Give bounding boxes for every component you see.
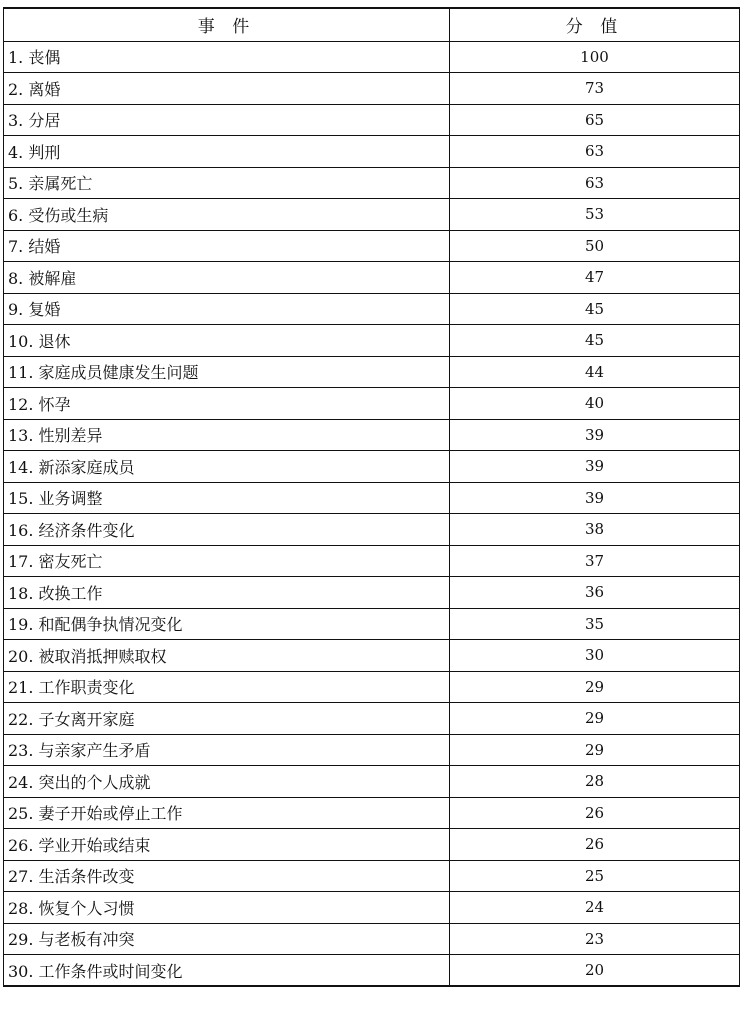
table-row (4, 388, 740, 420)
score-cell: 53 (450, 199, 740, 231)
table-row (4, 262, 740, 294)
event-cell: 18. 改换工作 (4, 577, 450, 609)
life-events-table (3, 7, 740, 987)
table-row (4, 734, 740, 766)
score-cell: 29 (450, 734, 740, 766)
table-row (4, 293, 740, 325)
table-row (4, 829, 740, 861)
score-cell: 35 (450, 608, 740, 640)
event-cell: 4. 判刑 (4, 136, 450, 168)
table-row (4, 514, 740, 546)
event-cell: 29. 与老板有冲突 (4, 923, 450, 955)
event-cell: 16. 经济条件变化 (4, 514, 450, 546)
score-cell: 44 (450, 356, 740, 388)
table-row (4, 671, 740, 703)
score-cell: 26 (450, 829, 740, 861)
score-cell: 29 (450, 671, 740, 703)
event-cell: 30. 工作条件或时间变化 (4, 955, 450, 987)
event-cell: 11. 家庭成员健康发生问题 (4, 356, 450, 388)
table-row (4, 41, 740, 73)
score-cell: 63 (450, 167, 740, 199)
event-cell: 17. 密友死亡 (4, 545, 450, 577)
score-cell: 45 (450, 293, 740, 325)
table-row (4, 199, 740, 231)
score-cell: 47 (450, 262, 740, 294)
table-row (4, 797, 740, 829)
table-row (4, 923, 740, 955)
event-cell: 7. 结婚 (4, 230, 450, 262)
event-cell: 5. 亲属死亡 (4, 167, 450, 199)
table-row (4, 451, 740, 483)
table-row (4, 577, 740, 609)
table-row (4, 608, 740, 640)
table-row (4, 356, 740, 388)
table-row (4, 73, 740, 105)
score-cell: 37 (450, 545, 740, 577)
table-row (4, 230, 740, 262)
score-cell: 30 (450, 640, 740, 672)
score-cell: 63 (450, 136, 740, 168)
event-cell: 1. 丧偶 (4, 41, 450, 73)
event-cell: 26. 学业开始或结束 (4, 829, 450, 861)
event-cell: 21. 工作职责变化 (4, 671, 450, 703)
score-cell: 45 (450, 325, 740, 357)
score-cell: 23 (450, 923, 740, 955)
event-cell: 24. 突出的个人成就 (4, 766, 450, 798)
event-cell: 6. 受伤或生病 (4, 199, 450, 231)
score-cell: 40 (450, 388, 740, 420)
score-cell: 36 (450, 577, 740, 609)
table-row (4, 167, 740, 199)
table-row (4, 545, 740, 577)
score-cell: 39 (450, 482, 740, 514)
column-header-event: 事 件 (4, 8, 450, 41)
table-row (4, 136, 740, 168)
column-header-score: 分 值 (450, 8, 740, 41)
score-cell: 39 (450, 451, 740, 483)
table-row (4, 482, 740, 514)
table-row (4, 104, 740, 136)
event-cell: 2. 离婚 (4, 73, 450, 105)
table-row (4, 640, 740, 672)
event-cell: 12. 怀孕 (4, 388, 450, 420)
score-cell: 65 (450, 104, 740, 136)
table-row (4, 860, 740, 892)
score-cell: 39 (450, 419, 740, 451)
event-cell: 15. 业务调整 (4, 482, 450, 514)
table-row (4, 955, 740, 987)
event-cell: 9. 复婚 (4, 293, 450, 325)
table-row (4, 419, 740, 451)
event-cell: 13. 性别差异 (4, 419, 450, 451)
table-row (4, 766, 740, 798)
score-cell: 100 (450, 41, 740, 73)
event-cell: 8. 被解雇 (4, 262, 450, 294)
score-cell: 24 (450, 892, 740, 924)
score-cell: 20 (450, 955, 740, 987)
event-cell: 28. 恢复个人习惯 (4, 892, 450, 924)
score-cell: 29 (450, 703, 740, 735)
table-row (4, 892, 740, 924)
score-cell: 38 (450, 514, 740, 546)
score-cell: 25 (450, 860, 740, 892)
table-header-row (4, 8, 740, 41)
event-cell: 27. 生活条件改变 (4, 860, 450, 892)
table-row (4, 325, 740, 357)
event-cell: 19. 和配偶争执情况变化 (4, 608, 450, 640)
score-cell: 50 (450, 230, 740, 262)
event-cell: 3. 分居 (4, 104, 450, 136)
score-cell: 26 (450, 797, 740, 829)
event-cell: 14. 新添家庭成员 (4, 451, 450, 483)
event-cell: 10. 退休 (4, 325, 450, 357)
table-row (4, 703, 740, 735)
score-cell: 73 (450, 73, 740, 105)
event-cell: 23. 与亲家产生矛盾 (4, 734, 450, 766)
event-cell: 22. 子女离开家庭 (4, 703, 450, 735)
event-cell: 20. 被取消抵押赎取权 (4, 640, 450, 672)
score-cell: 28 (450, 766, 740, 798)
event-cell: 25. 妻子开始或停止工作 (4, 797, 450, 829)
